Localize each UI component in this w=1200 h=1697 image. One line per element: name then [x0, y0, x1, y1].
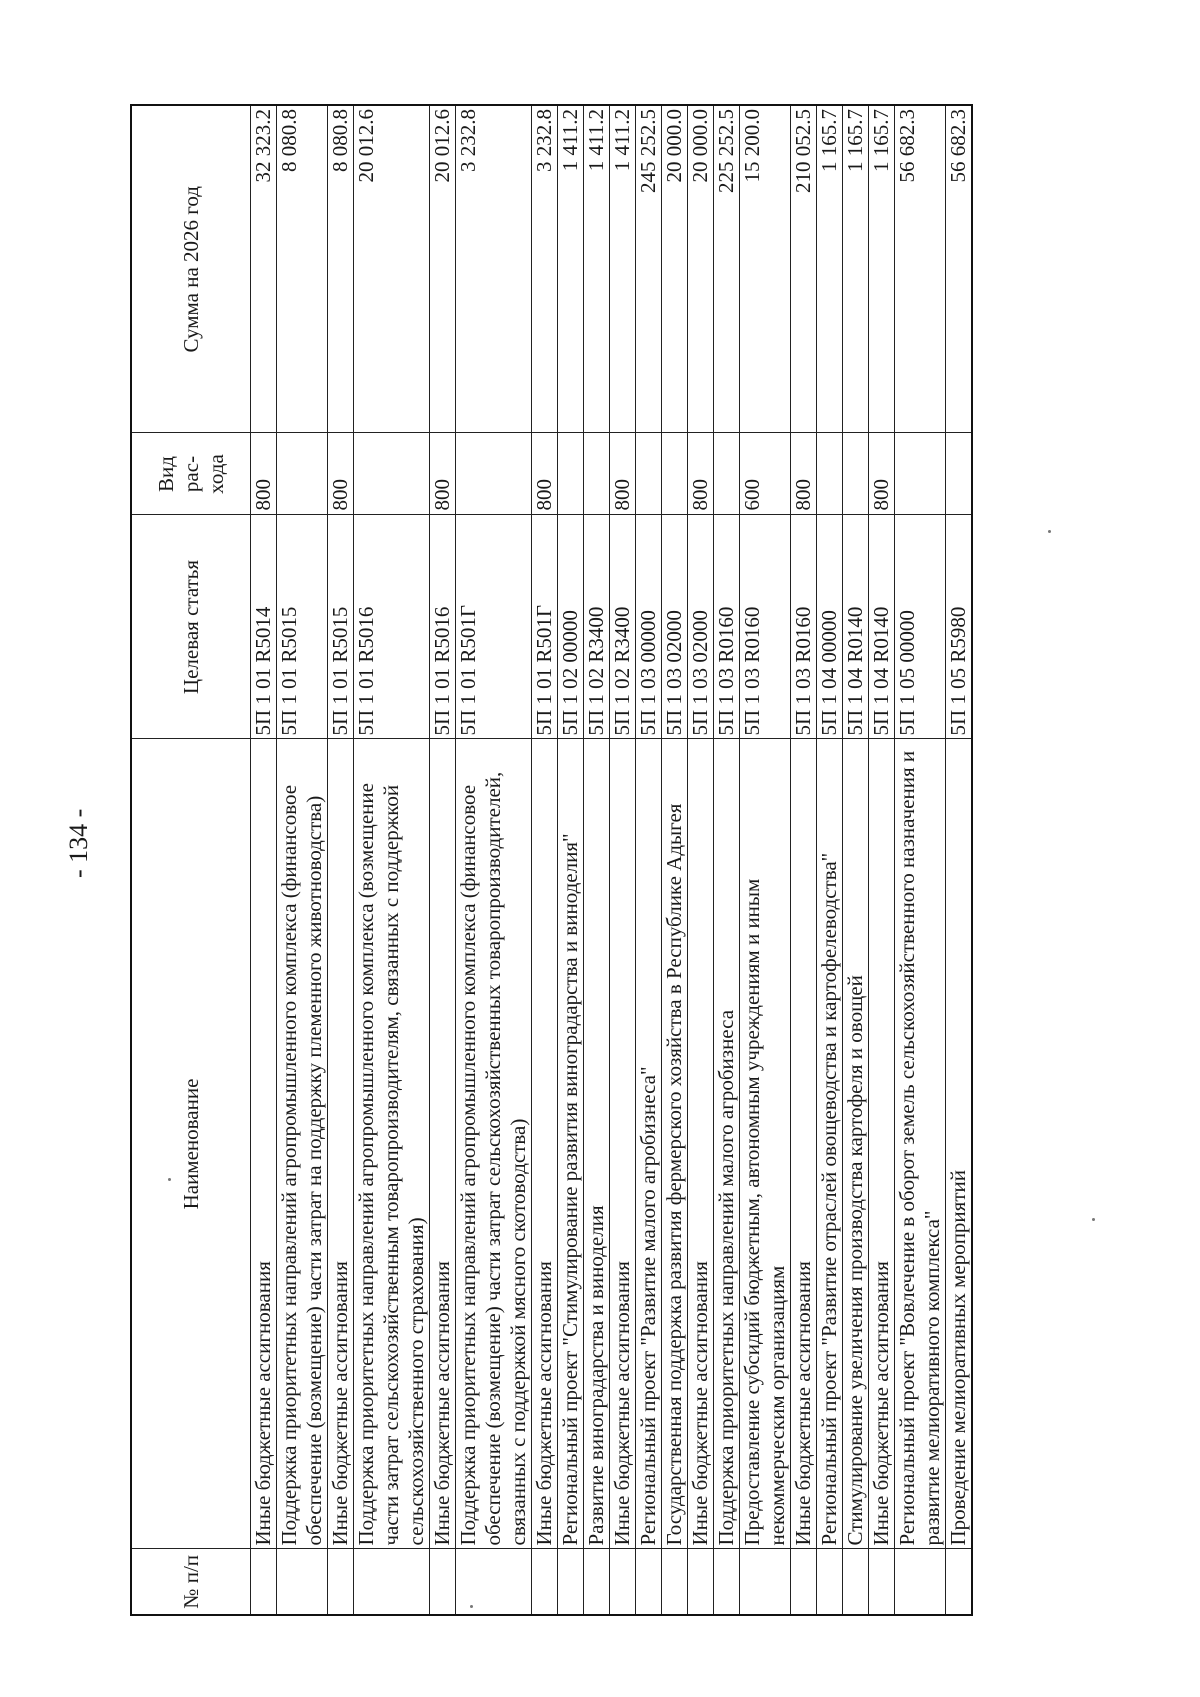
table-row [869, 105, 895, 1615]
row-name: Иные бюджетные ассигнования [791, 739, 817, 1549]
row-name: Поддержка приоритетных направлений агропромышленного комплекса (возмещение части затрат сельскохозяйственным товаропроизводителям, связанных с поддержкой сельскохозяйственного страхования) [354, 739, 430, 1549]
row-expense-type [456, 433, 532, 515]
row-amount: 1 411.2 [610, 105, 636, 433]
row-target-article: 5П 1 02 R3400 [584, 515, 610, 739]
row-expense-type: 800 [869, 433, 895, 515]
table-row [740, 105, 791, 1615]
row-number [532, 1549, 558, 1615]
row-amount: 20 012.6 [430, 105, 456, 433]
row-expense-type: 800 [328, 433, 354, 515]
row-target-article: 5П 1 02 00000 [558, 515, 584, 739]
table-row [817, 105, 843, 1615]
header-num: № п/п [131, 1549, 251, 1615]
row-number [688, 1549, 714, 1615]
row-number [277, 1549, 328, 1615]
row-expense-type: 800 [688, 433, 714, 515]
row-target-article: 5П 1 04 00000 [817, 515, 843, 739]
row-expense-type [662, 433, 688, 515]
table-row [843, 105, 869, 1615]
row-target-article: 5П 1 05 00000 [895, 515, 946, 739]
row-expense-type [277, 433, 328, 515]
row-expense-type [817, 433, 843, 515]
row-expense-type [636, 433, 662, 515]
row-amount: 8 080.8 [277, 105, 328, 433]
row-name: Поддержка приоритетных направлений агропромышленного комплекса (финансовое обеспечение (возмещение) части затрат сельскохозяйственных товаропроизводителей, связанных с поддержкой мясного скотоводства) [456, 739, 532, 1549]
row-target-article: 5П 1 01 R5015 [277, 515, 328, 739]
table-row [277, 105, 328, 1615]
table-row [895, 105, 946, 1615]
row-target-article: 5П 1 03 R0160 [740, 515, 791, 739]
table-row [791, 105, 817, 1615]
row-target-article: 5П 1 01 R501Г [456, 515, 532, 739]
table-row [584, 105, 610, 1615]
row-number [869, 1549, 895, 1615]
row-number [610, 1549, 636, 1615]
row-number [430, 1549, 456, 1615]
row-amount: 1 411.2 [558, 105, 584, 433]
row-number [740, 1549, 791, 1615]
table-row [558, 105, 584, 1615]
table-row [688, 105, 714, 1615]
row-amount: 210 052.5 [791, 105, 817, 433]
row-expense-type: 600 [740, 433, 791, 515]
row-expense-type [584, 433, 610, 515]
row-expense-type [354, 433, 430, 515]
header-row [131, 105, 251, 1615]
table-row [251, 105, 277, 1615]
row-number [895, 1549, 946, 1615]
header-sum: Сумма на 2026 год [131, 105, 251, 433]
table-row [456, 105, 532, 1615]
row-name: Региональный проект "Стимулирование развития виноградарства и виноделия" [558, 739, 584, 1549]
row-number [817, 1549, 843, 1615]
row-name: Иные бюджетные ассигнования [430, 739, 456, 1549]
row-target-article: 5П 1 03 00000 [636, 515, 662, 739]
row-name: Региональный проект "Развитие отраслей овощеводства и картофелеводства" [817, 739, 843, 1549]
row-expense-type [714, 433, 740, 515]
row-name: Проведение мелиоративных мероприятий [946, 739, 973, 1549]
row-target-article: 5П 1 03 R0160 [791, 515, 817, 739]
row-expense-type: 800 [532, 433, 558, 515]
row-target-article: 5П 1 04 R0140 [869, 515, 895, 739]
table-row [946, 105, 973, 1615]
row-amount: 3 232.8 [532, 105, 558, 433]
row-name: Предоставление субсидий бюджетным, автономным учреждениям и иным некоммерческим организациям [740, 739, 791, 1549]
table-row [532, 105, 558, 1615]
row-number [584, 1549, 610, 1615]
row-number [251, 1549, 277, 1615]
rotated-table-container [130, 106, 1200, 1616]
row-expense-type [946, 433, 973, 515]
row-name: Государственная поддержка развития фермерского хозяйства в Республике Адыгея [662, 739, 688, 1549]
row-number [354, 1549, 430, 1615]
row-number [843, 1549, 869, 1615]
table-row [636, 105, 662, 1615]
row-number [456, 1549, 532, 1615]
row-target-article: 5П 1 01 R501Г [532, 515, 558, 739]
row-target-article: 5П 1 03 02000 [662, 515, 688, 739]
row-name: Иные бюджетные ассигнования [688, 739, 714, 1549]
row-target-article: 5П 1 05 R5980 [946, 515, 973, 739]
page-number: - 134 - [64, 808, 93, 878]
row-name: Иные бюджетные ассигнования [610, 739, 636, 1549]
row-amount: 1 411.2 [584, 105, 610, 433]
row-target-article: 5П 1 03 02000 [688, 515, 714, 739]
row-number [714, 1549, 740, 1615]
row-name: Стимулирование увеличения производства картофеля и овощей [843, 739, 869, 1549]
row-name: Региональный проект "Вовлечение в оборот земель сельскохозяйственного назначения и развитие мелиоративного комплекса" [895, 739, 946, 1549]
table-row [714, 105, 740, 1615]
row-number [636, 1549, 662, 1615]
table-row [662, 105, 688, 1615]
row-name: Поддержка приоритетных направлений малого агробизнеса [714, 739, 740, 1549]
header-vid: Вид рас- хода [131, 433, 251, 515]
row-amount: 8 080.8 [328, 105, 354, 433]
row-target-article: 5П 1 04 R0140 [843, 515, 869, 739]
header-code: Целевая статья [131, 515, 251, 739]
row-expense-type: 800 [251, 433, 277, 515]
row-expense-type [558, 433, 584, 515]
row-target-article: 5П 1 01 R5016 [430, 515, 456, 739]
row-expense-type: 800 [430, 433, 456, 515]
row-expense-type: 800 [791, 433, 817, 515]
row-name: Иные бюджетные ассигнования [869, 739, 895, 1549]
header-name: Наименование [131, 739, 251, 1549]
row-name: Поддержка приоритетных направлений агропромышленного комплекса (финансовое обеспечение (возмещение) части затрат на поддержку племенного животноводства) [277, 739, 328, 1549]
budget-table [130, 104, 973, 1616]
row-name: Иные бюджетные ассигнования [328, 739, 354, 1549]
row-number [946, 1549, 973, 1615]
row-amount: 20 000.0 [662, 105, 688, 433]
row-number [791, 1549, 817, 1615]
row-number [328, 1549, 354, 1615]
row-amount: 1 165.7 [869, 105, 895, 433]
table-row [610, 105, 636, 1615]
row-expense-type [895, 433, 946, 515]
row-number [662, 1549, 688, 1615]
row-amount: 225 252.5 [714, 105, 740, 433]
row-amount: 32 323.2 [251, 105, 277, 433]
row-number [558, 1549, 584, 1615]
row-target-article: 5П 1 01 R5015 [328, 515, 354, 739]
row-expense-type [843, 433, 869, 515]
table-row [430, 105, 456, 1615]
table-row [328, 105, 354, 1615]
row-target-article: 5П 1 01 R5014 [251, 515, 277, 739]
row-target-article: 5П 1 02 R3400 [610, 515, 636, 739]
row-amount: 3 232.8 [456, 105, 532, 433]
row-amount: 245 252.5 [636, 105, 662, 433]
row-amount: 1 165.7 [817, 105, 843, 433]
row-expense-type: 800 [610, 433, 636, 515]
row-amount: 20 012.6 [354, 105, 430, 433]
row-target-article: 5П 1 01 R5016 [354, 515, 430, 739]
row-amount: 1 165.7 [843, 105, 869, 433]
row-amount: 56 682.3 [895, 105, 946, 433]
row-amount: 20 000.0 [688, 105, 714, 433]
row-name: Иные бюджетные ассигнования [532, 739, 558, 1549]
row-name: Иные бюджетные ассигнования [251, 739, 277, 1549]
row-name: Региональный проект "Развитие малого агробизнеса" [636, 739, 662, 1549]
row-amount: 56 682.3 [946, 105, 973, 433]
table-row [354, 105, 430, 1615]
row-target-article: 5П 1 03 R0160 [714, 515, 740, 739]
row-amount: 15 200.0 [740, 105, 791, 433]
row-name: Развитие виноградарства и виноделия [584, 739, 610, 1549]
